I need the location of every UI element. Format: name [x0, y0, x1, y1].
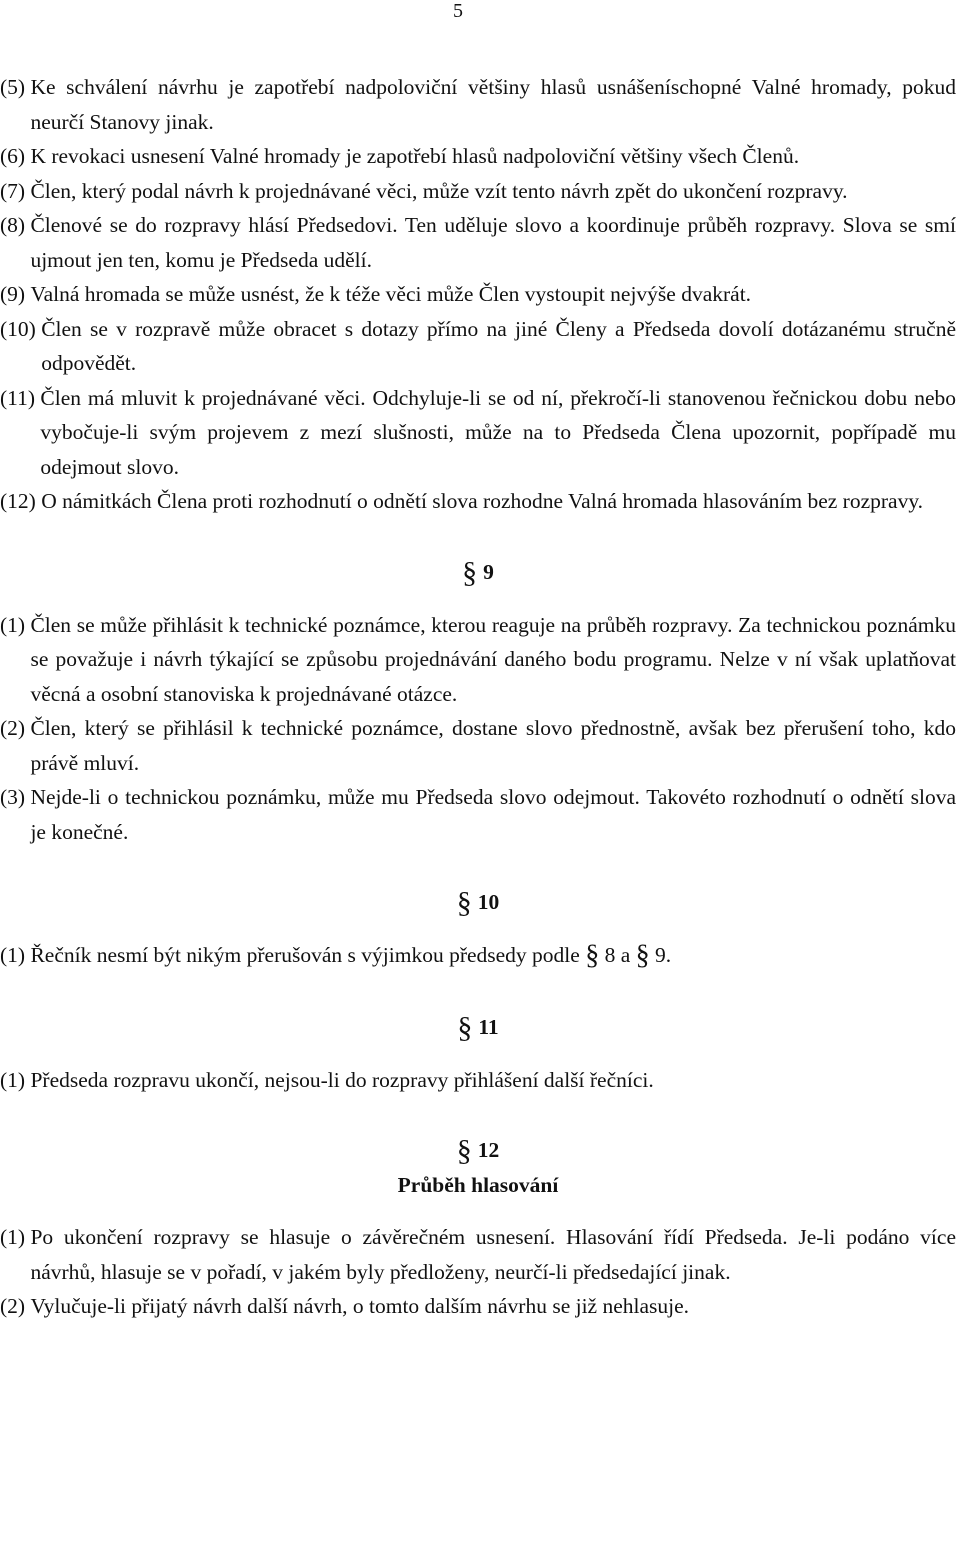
paragraph-11	[0, 381, 956, 485]
section-symbol: §	[456, 1134, 472, 1167]
section-symbol: §	[462, 555, 478, 589]
article-12	[0, 1220, 956, 1324]
paragraph-number: (3)	[0, 785, 31, 809]
paragraph-number: (2)	[0, 716, 31, 740]
paragraph-number: (1)	[0, 612, 31, 637]
section-heading-11	[0, 1010, 956, 1045]
paragraph-text: Člen se v rozpravě může obracet s dotazy přímo na jiné Členy a Předseda dovolí dotázanému stručně odpovědět.	[41, 316, 956, 375]
article-10	[0, 938, 956, 974]
paragraph-12	[0, 484, 956, 519]
text-middle: 8 a	[599, 943, 636, 967]
paragraph-text: Člen, který podal návrh k projednávané věci, může vzít tento návrh zpět do ukončení rozpravy.	[30, 178, 848, 203]
paragraph-number: (7)	[0, 178, 31, 203]
paragraph-text: Člen se může přihlásit k technické poznámce, kterou reaguje na průběh rozpravy. Za technickou poznámku se považuje i návrh týkající se způsobu projednávání daného bodu programu. Nelze v ní však uplatňovat věcná a osobní stanoviska k projednávané otázce.	[30, 612, 956, 706]
paragraph-text: Člen má mluvit k projednávané věci. Odchyluje-li se od ní, překročí-li stanovenou řečnickou dobu nebo vybočuje-li svým projevem z mezí slušnosti, může na to Předseda Člena upozornit, popřípadě mu odejmout slovo.	[40, 385, 956, 479]
text-suffix: 9.	[649, 943, 672, 967]
section-heading-12	[0, 1133, 956, 1168]
paragraph-text: Vylučuje-li přijatý návrh další návrh, o tomto dalším návrhu se již nehlasuje.	[30, 1294, 690, 1318]
paragraph-5	[0, 70, 956, 139]
paragraph-number: (11)	[0, 385, 41, 410]
paragraph-9	[0, 277, 956, 312]
paragraph-2	[0, 1289, 956, 1324]
page-number: 5	[453, 0, 463, 22]
paragraph-8	[0, 208, 956, 277]
paragraph-number: (1)	[0, 1067, 31, 1092]
paragraph-text: Ke schválení návrhu je zapotřebí nadpoloviční většiny hlasů usnášeníschopné Valné hromady, pokud neurčí Stanovy jinak.	[30, 75, 956, 134]
paragraph-text	[30, 938, 956, 974]
paragraph-number: (2)	[0, 1294, 31, 1318]
article-9	[0, 608, 956, 850]
section-symbol-inline: §	[585, 940, 600, 971]
paragraph-text: O námitkách Člena proti rozhodnutí o odnětí slova rozhodne Valná hromada hlasováním bez rozpravy.	[41, 489, 924, 513]
section-heading-10	[0, 885, 956, 920]
paragraph-number: (9)	[0, 282, 31, 306]
paragraph-number: (8)	[0, 213, 31, 237]
paragraph-1	[0, 938, 956, 974]
paragraph-number: (1)	[0, 943, 31, 967]
paragraph-2	[0, 711, 956, 780]
paragraph-text: K revokaci usnesení Valné hromady je zapotřebí hlasů nadpoloviční většiny všech Členů.	[30, 144, 800, 168]
section-number: 11	[478, 1014, 499, 1039]
article-11	[0, 1063, 956, 1098]
text-prefix: Řečník nesmí být nikým přerušován s výjimkou předsedy podle	[30, 943, 586, 967]
paragraph-number: (10)	[0, 316, 42, 341]
paragraph-number: (12)	[0, 489, 42, 513]
paragraph-text: Členové se do rozpravy hlásí Předsedovi. Ten uděluje slovo a koordinuje průběh rozpravy. Slova se smí ujmout jen ten, komu je Předseda udělí.	[30, 213, 956, 272]
paragraph-text: Nejde-li o technickou poznámku, může mu Předseda slovo odejmout. Takovéto rozhodnutí o odnětí slova je konečné.	[30, 785, 956, 844]
article-8-continued	[0, 70, 956, 519]
paragraph-1	[0, 1220, 956, 1289]
paragraph-7	[0, 174, 956, 209]
paragraph-number: (5)	[0, 75, 31, 99]
paragraph-1	[0, 1063, 956, 1098]
document-body	[0, 70, 956, 1324]
paragraph-text: Valná hromada se může usnést, že k téže věci může Člen vystoupit nejvýše dvakrát.	[30, 282, 752, 306]
paragraph-1	[0, 608, 956, 712]
section-number: 12	[477, 1138, 500, 1162]
section-symbol-inline: §	[635, 940, 650, 971]
paragraph-10	[0, 312, 956, 381]
paragraph-6	[0, 139, 956, 174]
paragraph-text: Člen, který se přihlásil k technické poznámce, dostane slovo přednostně, avšak bez přerušení toho, kdo právě mluví.	[30, 716, 956, 775]
section-heading-9	[0, 555, 956, 590]
paragraph-3	[0, 780, 956, 849]
section-number: 10	[477, 890, 500, 914]
paragraph-text: Předseda rozpravu ukončí, nejsou-li do rozpravy přihlášení další řečníci.	[30, 1067, 654, 1092]
section-number: 9	[483, 559, 494, 584]
section-title: Průběh hlasování	[397, 1173, 559, 1197]
paragraph-number: (1)	[0, 1225, 31, 1249]
paragraph-text: Po ukončení rozpravy se hlasuje o závěrečném usnesení. Hlasování řídí Předseda. Je-li podáno více návrhů, hlasuje se v pořadí, v jakém byly předloženy, neurčí-li předsedající jinak.	[30, 1225, 956, 1284]
section-symbol: §	[457, 1010, 473, 1044]
paragraph-number: (6)	[0, 144, 31, 168]
section-symbol: §	[456, 886, 472, 919]
